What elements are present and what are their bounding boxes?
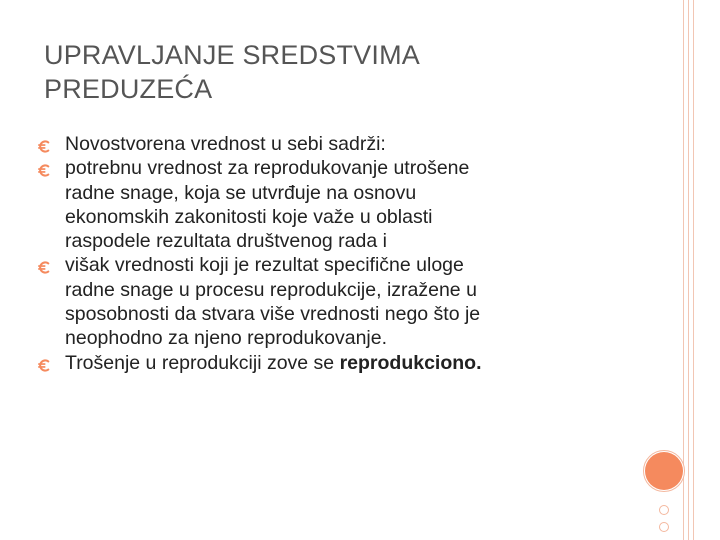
euro-sign-icon	[36, 259, 53, 276]
list-item	[36, 253, 616, 350]
list-item	[36, 132, 616, 156]
bullet-text-line: višak vrednosti koji je rezultat specifične uloge	[65, 254, 464, 277]
bullet-text-line: sposobnosti da stvara više vrednosti nego što je	[65, 303, 481, 326]
bullet-text-line	[65, 351, 616, 375]
bullet-text-line: radne snage, koja se utvrđuje na osnovu	[65, 181, 417, 204]
bullet-text-line: potrebnu vrednost za reprodukovanje utrošene	[65, 157, 470, 180]
decorative-line	[683, 0, 684, 540]
decorative-line	[688, 0, 689, 540]
title-line: UPRAVLJANJE SREDSTVIMA	[44, 40, 420, 70]
bullet-text-line: Novostvorena vrednost u sebi sadrži:	[65, 133, 386, 155]
euro-sign-icon	[36, 357, 53, 374]
decorative-dot	[659, 505, 669, 515]
decorative-dot	[659, 522, 669, 532]
bullet-text-line: ekonomskih zakonitosti koje važe u oblasti	[65, 205, 433, 228]
bullet-text-bold: reprodukciono.	[339, 351, 482, 374]
list-item	[36, 351, 616, 375]
decorative-circle	[645, 452, 683, 490]
bullet-text-plain: Trošenje u reprodukciji zove se	[65, 351, 340, 374]
euro-sign-icon	[36, 162, 53, 179]
list-item	[36, 156, 616, 253]
euro-sign-icon	[36, 138, 53, 155]
bullet-text-line: raspodele rezultata društvenog rada i	[65, 230, 387, 253]
bullet-text-line: radne snage u procesu reprodukcije, izražene u	[65, 278, 477, 301]
bullet-list	[36, 132, 616, 375]
bullet-text-line: neophodno za njeno reprodukovanje.	[65, 327, 388, 350]
title-line: PREDUZEĆA	[44, 74, 213, 104]
decorative-line	[693, 0, 694, 540]
slide-title	[44, 38, 604, 106]
